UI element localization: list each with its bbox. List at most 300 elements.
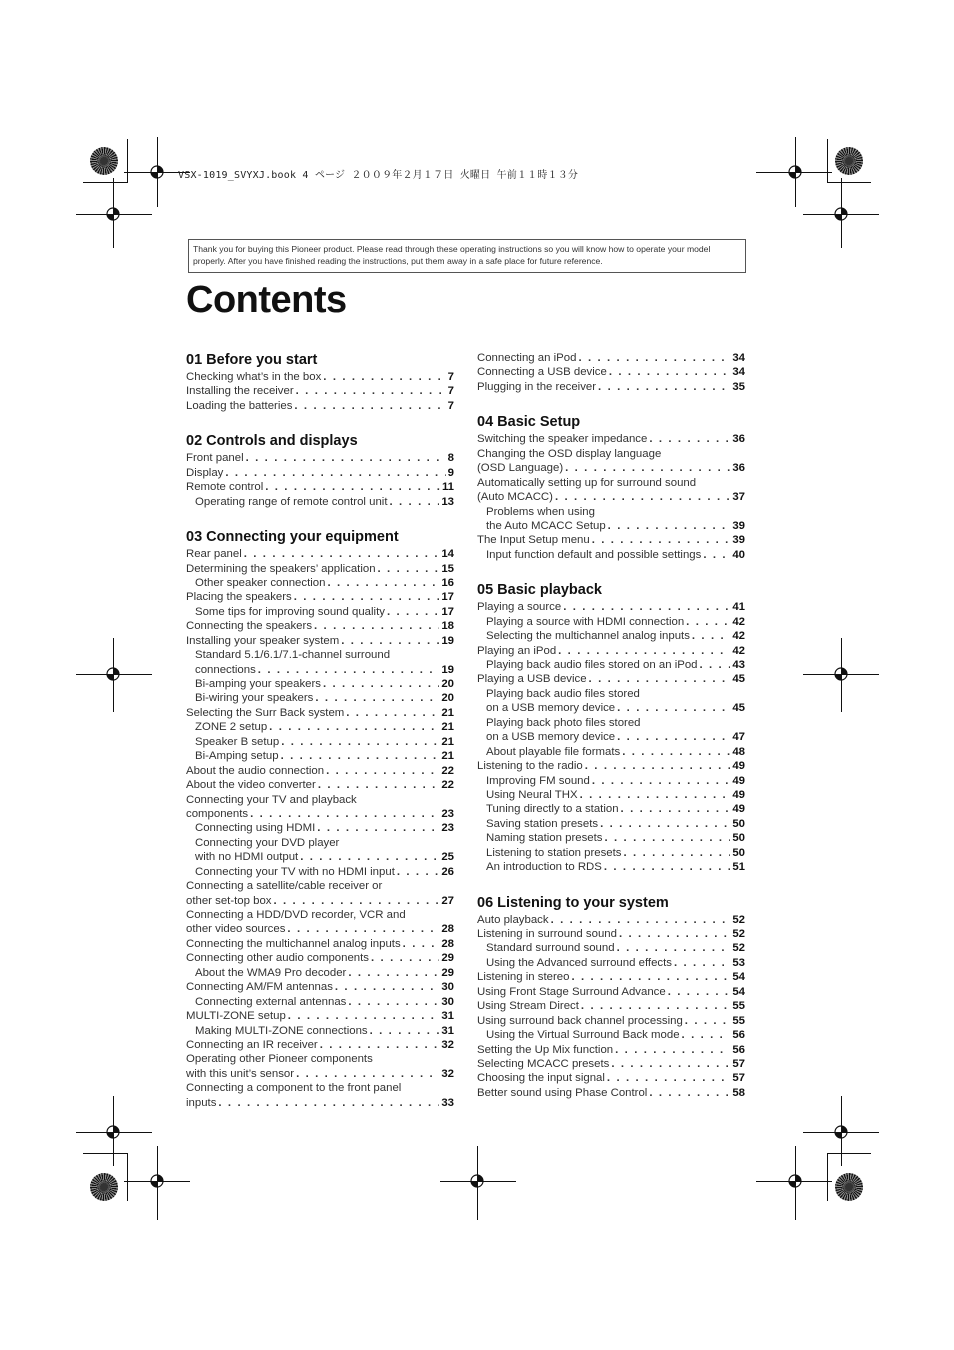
toc-entry[interactable]	[477, 432, 745, 446]
toc-entry-text: Plugging in the receiver	[477, 380, 597, 393]
toc-page-number: 32	[441, 1038, 454, 1051]
dot-leader	[273, 894, 439, 908]
toc-entry-text: Connecting other audio components	[186, 952, 370, 965]
toc-page-number: 7	[447, 385, 454, 398]
registration-crosshair-icon	[105, 1124, 121, 1140]
dot-leader	[692, 629, 730, 643]
toc-page-number: 14	[441, 548, 454, 561]
toc-entry[interactable]	[186, 1038, 454, 1052]
dot-leader	[387, 605, 439, 619]
dot-leader	[585, 759, 731, 773]
section-heading: 01 Before you start	[186, 352, 318, 368]
dot-leader	[703, 548, 730, 562]
print-header: VSX-1019_SVYXJ.book 4 ページ ２００９年２月１７日 火曜日 午前１１時１３分	[178, 170, 579, 181]
dot-leader	[617, 701, 730, 715]
toc-entry-text: Checking what’s in the box	[186, 371, 322, 383]
toc-page-number: 17	[441, 605, 454, 618]
toc-entry[interactable]	[477, 533, 745, 547]
toc-page-number: 49	[732, 760, 745, 773]
dot-leader	[592, 774, 731, 788]
toc-entry[interactable]	[186, 1024, 454, 1038]
section-heading: 02 Controls and displays	[186, 433, 358, 450]
toc-entry[interactable]	[186, 370, 454, 384]
dot-leader	[287, 922, 439, 936]
toc-entry[interactable]	[477, 1057, 745, 1071]
toc-entry[interactable]	[186, 1052, 454, 1081]
dot-leader	[371, 951, 439, 965]
toc-entry[interactable]	[477, 687, 745, 716]
toc-page-number: 36	[732, 462, 745, 475]
toc-entry[interactable]	[186, 1009, 454, 1023]
toc-entry-text: Using Front Stage Surround Advance	[477, 985, 666, 998]
toc-entry-text: Auto playback	[477, 913, 549, 926]
toc-page-number: 28	[441, 923, 454, 936]
dot-leader	[592, 533, 731, 547]
toc-entry[interactable]	[186, 590, 454, 604]
toc-entry-text: Connecting the multichannel analog inputs	[186, 937, 401, 950]
toc-entry[interactable]	[477, 759, 745, 773]
toc-entry[interactable]	[477, 1071, 745, 1085]
toc-page-number: 19	[441, 634, 454, 647]
dot-leader	[258, 663, 440, 677]
dot-leader	[571, 970, 730, 984]
dot-leader	[686, 615, 730, 629]
toc-page-number: 16	[441, 576, 454, 589]
toc-entry-text: Display	[186, 466, 224, 479]
toc-entry-text: Front panel	[186, 452, 244, 465]
toc-entry[interactable]	[186, 706, 454, 720]
toc-entry[interactable]	[186, 451, 454, 465]
toc-entry[interactable]	[186, 648, 454, 677]
toc-entry[interactable]	[186, 466, 454, 480]
toc-entry[interactable]	[477, 941, 745, 955]
toc-entry[interactable]	[477, 644, 745, 658]
toc-entry-text: Listening to station presets	[486, 846, 622, 859]
toc-entry-text: ZONE 2 setup	[195, 721, 268, 734]
toc-page-number: 41	[732, 601, 745, 614]
toc-entry-text: About playable file formats	[486, 745, 621, 758]
toc-entry[interactable]	[477, 380, 745, 394]
toc-page-number: 53	[732, 956, 745, 969]
toc-page-number: 55	[732, 1000, 745, 1013]
toc-entry-text: The Input Setup menu	[477, 534, 590, 547]
toc-entry[interactable]	[186, 764, 454, 778]
toc-entry[interactable]	[186, 937, 454, 951]
toc-entry-text: Playing back audio files stored	[486, 687, 640, 700]
toc-page-number: 56	[732, 1043, 745, 1056]
toc-entry[interactable]	[186, 619, 454, 633]
toc-entry[interactable]	[477, 831, 745, 845]
toc-page-number: 47	[732, 731, 745, 744]
toc-entry[interactable]	[186, 836, 454, 865]
registration-star-icon	[835, 1173, 863, 1201]
toc-entry-text: Better sound using Phase Control	[477, 1086, 648, 1099]
toc-entry[interactable]	[477, 1086, 745, 1100]
dot-leader	[370, 1024, 440, 1038]
registration-star-icon	[835, 147, 863, 175]
toc-entry[interactable]	[186, 691, 454, 705]
toc-entry[interactable]	[477, 788, 745, 802]
toc-entry-text: Bi-Amping setup	[195, 750, 279, 763]
toc-entry-text: Changing the OSD display language	[477, 447, 662, 460]
dot-leader	[403, 937, 440, 951]
dot-leader	[700, 658, 731, 672]
toc-page-number: 11	[441, 481, 454, 494]
toc-entry[interactable]	[186, 908, 454, 937]
toc-entry-text: Connecting an IR receiver	[186, 1038, 318, 1051]
toc-entry[interactable]	[186, 749, 454, 763]
toc-entry-text: Using the Advanced surround effects	[486, 956, 672, 969]
dot-leader	[578, 351, 730, 365]
dot-leader	[685, 1014, 731, 1028]
dot-leader	[346, 706, 439, 720]
toc-entry-text: Connecting your TV and playback	[186, 793, 357, 806]
section-heading: 06 Listening to your system	[477, 894, 669, 911]
toc-entry-text: with no HDMI output	[195, 851, 299, 864]
dot-leader	[341, 634, 439, 648]
toc-entry[interactable]	[477, 716, 745, 745]
dot-leader	[348, 966, 439, 980]
toc-entry-text: Some tips for improving sound quality	[195, 605, 385, 618]
toc-page-number: 40	[732, 548, 745, 561]
toc-page-number: 52	[732, 913, 745, 926]
toc-entry[interactable]	[186, 966, 454, 980]
registration-star-icon	[90, 1173, 118, 1201]
toc-entry[interactable]	[186, 634, 454, 648]
toc-entry[interactable]	[186, 778, 454, 792]
dot-leader	[294, 399, 445, 413]
toc-entry[interactable]	[186, 951, 454, 965]
toc-page-number: 19	[441, 663, 454, 676]
dot-leader	[619, 927, 730, 941]
toc-page-number: 54	[732, 971, 745, 984]
toc-page-number: 33	[441, 1096, 454, 1109]
dot-leader	[605, 831, 731, 845]
dot-leader	[389, 495, 439, 509]
toc-entry-text: Connecting an iPod	[477, 352, 577, 364]
toc-page-number: 31	[441, 1010, 454, 1023]
dot-leader	[300, 850, 439, 864]
toc-entry-text: components	[186, 807, 249, 820]
toc-page-number: 23	[441, 807, 454, 820]
toc-entry[interactable]	[477, 970, 745, 984]
toc-entry[interactable]	[477, 351, 745, 365]
dot-leader	[318, 778, 440, 792]
toc-entry-text: Other speaker connection	[195, 576, 326, 589]
toc-page-number: 54	[732, 985, 745, 998]
toc-entry-text: Playing back audio files stored on an iPod	[486, 659, 698, 671]
toc-entry-text: on a USB memory device	[486, 731, 616, 744]
toc-page-number: 39	[732, 519, 745, 532]
toc-page-number: 17	[441, 591, 454, 604]
dot-leader	[608, 519, 731, 533]
toc-entry[interactable]	[477, 505, 745, 534]
toc-entry-text: Tuning directly to a station	[486, 803, 619, 816]
toc-entry-text: Naming station presets	[486, 832, 603, 845]
toc-entry[interactable]	[477, 447, 745, 476]
toc-page-number: 57	[732, 1072, 745, 1085]
toc-entry[interactable]	[186, 821, 454, 835]
dot-leader	[668, 985, 731, 999]
toc-entry-text: Connecting your DVD player	[195, 836, 340, 849]
toc-entry-text: connections	[195, 663, 256, 676]
toc-entry-text: Selecting the multichannel analog inputs	[486, 630, 690, 643]
toc-entry-text: Connecting a USB device	[477, 366, 607, 379]
dot-leader	[348, 995, 439, 1009]
toc-entry[interactable]	[186, 384, 454, 398]
toc-entry[interactable]	[477, 802, 745, 816]
dot-leader	[327, 576, 439, 590]
dot-leader	[281, 735, 439, 749]
toc-entry-text: (Auto MCACC)	[477, 491, 553, 504]
toc-entry[interactable]	[186, 879, 454, 908]
toc-entry[interactable]	[477, 548, 745, 562]
toc-entry[interactable]	[477, 927, 745, 941]
toc-entry-text: Playing back photo files stored	[486, 716, 641, 729]
toc-page-number: 55	[732, 1014, 745, 1027]
toc-page-number: 50	[732, 846, 745, 859]
toc-entry-text: Listening in stereo	[477, 971, 570, 984]
toc-page-number: 21	[441, 721, 454, 734]
toc-entry-text: Playing a source with HDMI connection	[486, 615, 685, 628]
dot-leader	[607, 1071, 730, 1085]
toc-entry-text: with this unit’s sensor	[186, 1067, 295, 1080]
dot-leader	[674, 956, 730, 970]
toc-page-number: 37	[732, 491, 745, 504]
dot-leader	[617, 730, 730, 744]
toc-entry[interactable]	[186, 547, 454, 561]
toc-entry-text: Connecting using HDMI	[195, 822, 316, 835]
toc-page-number: 29	[441, 966, 454, 979]
toc-page-number: 45	[732, 702, 745, 715]
toc-page-number: 21	[441, 706, 454, 719]
toc-entry[interactable]	[186, 1081, 454, 1110]
section-heading: 05 Basic playback	[477, 582, 602, 599]
toc-entry[interactable]	[186, 576, 454, 590]
toc-entry[interactable]	[186, 865, 454, 879]
toc-page-number: 49	[732, 803, 745, 816]
toc-page-number: 15	[441, 562, 454, 575]
toc-entry-text: Selecting MCACC presets	[477, 1057, 610, 1070]
toc-page-number: 48	[732, 745, 745, 758]
toc-entry[interactable]	[477, 846, 745, 860]
toc-page-number: 42	[732, 630, 745, 643]
toc-entry-text: Playing a USB device	[477, 673, 587, 686]
dot-leader	[580, 788, 731, 802]
toc-page-number: 49	[732, 788, 745, 801]
toc-page-number: 58	[732, 1086, 745, 1099]
section-heading: 03 Connecting your equipment	[186, 529, 399, 546]
toc-page-number: 56	[732, 1029, 745, 1042]
toc-page-number: 34	[732, 366, 745, 379]
registration-crosshair-icon	[787, 164, 803, 180]
toc-page-number: 26	[441, 865, 454, 878]
registration-crosshair-icon	[149, 1173, 165, 1189]
registration-crosshair-icon	[787, 1173, 803, 1189]
toc-entry-text: Using Neural THX	[486, 788, 578, 801]
toc-page-number: 34	[732, 352, 745, 364]
toc-entry[interactable]	[477, 1028, 745, 1042]
toc-page-number: 22	[441, 779, 454, 792]
dot-leader	[622, 745, 730, 759]
toc-entry-text: Determining the speakers’ application	[186, 562, 376, 575]
toc-entry-text: on a USB memory device	[486, 702, 616, 715]
toc-entry-text: other set-top box	[186, 894, 272, 907]
dot-leader	[320, 1038, 440, 1052]
toc-entry[interactable]	[477, 600, 745, 614]
toc-page-number: 20	[441, 678, 454, 690]
toc-entry-text: Using Stream Direct	[477, 1000, 579, 1013]
toc-entry[interactable]	[477, 860, 745, 874]
toc-entry-text: Playing a source	[477, 601, 562, 614]
toc-column-left	[186, 350, 454, 1110]
dot-leader	[225, 466, 445, 480]
toc-entry[interactable]	[186, 605, 454, 619]
toc-entry-text: Bi-amping your speakers	[195, 678, 321, 690]
toc-entry[interactable]	[477, 1014, 745, 1028]
toc-entry-text: About the video converter	[186, 779, 316, 792]
dot-leader	[314, 619, 439, 633]
toc-entry[interactable]	[477, 913, 745, 927]
toc-entry[interactable]	[186, 793, 454, 822]
dot-leader	[565, 461, 730, 475]
toc-page-number: 50	[732, 832, 745, 845]
registration-crosshair-icon	[105, 666, 121, 682]
toc-entry-text: Connecting a component to the front panel	[186, 1082, 402, 1095]
toc-entry-text: (OSD Language)	[477, 462, 564, 475]
toc-entry[interactable]	[477, 629, 745, 643]
toc-page-number: 7	[447, 399, 454, 412]
toc-entry[interactable]	[186, 480, 454, 494]
dot-leader	[281, 749, 440, 763]
dot-leader	[617, 941, 731, 955]
toc-entry-text: Placing the speakers	[186, 591, 292, 604]
toc-entry[interactable]	[477, 774, 745, 788]
toc-entry[interactable]	[186, 677, 454, 691]
toc-entry[interactable]	[186, 720, 454, 734]
toc-entry-text: Standard surround sound	[486, 942, 615, 955]
toc-entry-text: inputs	[186, 1096, 217, 1109]
toc-entry-text: An introduction to RDS	[486, 861, 602, 874]
dot-leader	[326, 764, 439, 778]
toc-page-number: 49	[732, 774, 745, 787]
registration-crosshair-icon	[469, 1173, 485, 1189]
toc-entry[interactable]	[477, 365, 745, 379]
registration-crosshair-icon	[833, 206, 849, 222]
toc-entry-text: Selecting the Surr Back system	[186, 706, 345, 719]
toc-page-number: 45	[732, 673, 745, 686]
toc-entry-text: Connecting a HDD/DVD recorder, VCR and	[186, 909, 406, 921]
toc-page-number: 50	[732, 817, 745, 830]
intro-notice: Thank you for buying this Pioneer product. Please read through these operating instructions so you will know how to operate your model properly. After you have finished reading the instructions, put them away in a safe place for future reference.	[188, 239, 746, 273]
registration-crosshair-icon	[149, 164, 165, 180]
toc-entry[interactable]	[186, 562, 454, 576]
toc-entry[interactable]	[477, 817, 745, 831]
toc-entry-text: Setting the Up Mix function	[477, 1043, 614, 1056]
toc-page-number: 36	[732, 433, 745, 446]
toc-page-number: 52	[732, 928, 745, 940]
toc-entry-text: Standard 5.1/6.1/7.1-channel surround	[195, 649, 391, 662]
dot-leader	[581, 999, 730, 1013]
toc-page-number: 25	[441, 851, 454, 864]
dot-leader	[649, 432, 730, 446]
dot-leader	[317, 821, 439, 835]
toc-entry-text: Installing your speaker system	[186, 634, 340, 647]
dot-leader	[609, 365, 731, 379]
toc-page-number: 27	[441, 894, 454, 907]
toc-page-number: 21	[441, 735, 454, 748]
toc-entry-text: Problems when using	[486, 505, 595, 518]
dot-leader	[589, 672, 731, 686]
section-heading: 04 Basic Setup	[477, 414, 581, 431]
dot-leader	[246, 451, 446, 465]
dot-leader	[378, 562, 440, 576]
dot-leader	[294, 590, 440, 604]
toc-page-number: 29	[441, 952, 454, 965]
dot-leader	[624, 846, 731, 860]
dot-leader	[244, 547, 440, 561]
toc-page-number: 28	[441, 937, 454, 950]
toc-entry[interactable]	[477, 956, 745, 970]
toc-page-number: 7	[447, 371, 454, 383]
toc-page-number: 13	[441, 495, 454, 508]
toc-entry[interactable]	[477, 476, 745, 505]
toc-entry[interactable]	[186, 735, 454, 749]
toc-page-number: 39	[732, 534, 745, 547]
toc-entry-text: Improving FM sound	[486, 774, 590, 787]
toc-entry-text: other video sources	[186, 923, 286, 936]
toc-page-number: 42	[732, 644, 745, 657]
dot-leader	[397, 865, 439, 879]
toc-entry[interactable]	[186, 399, 454, 413]
dot-leader	[649, 1086, 730, 1100]
toc-entry-text: Connecting your TV with no HDMI input	[195, 865, 395, 878]
dot-leader	[563, 600, 730, 614]
toc-entry[interactable]	[186, 995, 454, 1009]
toc-entry[interactable]	[477, 999, 745, 1013]
toc-page-number: 23	[441, 822, 454, 835]
toc-entry[interactable]	[477, 672, 745, 686]
dot-leader	[315, 691, 439, 705]
toc-entry[interactable]	[477, 745, 745, 759]
toc-entry-text: Listening to the radio	[477, 760, 583, 773]
dot-leader	[558, 644, 730, 658]
toc-entry[interactable]	[477, 615, 745, 629]
toc-entry[interactable]	[186, 980, 454, 994]
toc-page-number: 21	[441, 750, 454, 763]
toc-entry[interactable]	[477, 985, 745, 999]
toc-entry-text: Using surround back channel processing	[477, 1014, 683, 1027]
toc-entry[interactable]	[477, 658, 745, 672]
toc-page-number: 32	[441, 1067, 454, 1080]
toc-entry-text: Making MULTI-ZONE connections	[195, 1024, 368, 1037]
toc-page-number: 35	[732, 380, 745, 393]
dot-leader	[269, 720, 439, 734]
toc-entry[interactable]	[477, 1043, 745, 1057]
toc-entry-text: Connecting a satellite/cable receiver or	[186, 880, 383, 893]
toc-entry-text: MULTI-ZONE setup	[186, 1010, 286, 1023]
toc-entry-text: Installing the receiver	[186, 385, 294, 398]
dot-leader	[611, 1057, 730, 1071]
toc-entry-text: Connecting the speakers	[186, 620, 313, 633]
toc-page-number: 9	[447, 466, 454, 479]
dot-leader	[288, 1009, 440, 1023]
toc-entry-text: Loading the batteries	[186, 399, 293, 412]
toc-entry-text: Connecting external antennas	[195, 995, 347, 1008]
toc-entry-text: Speaker B setup	[195, 735, 280, 748]
toc-page-number: 30	[441, 995, 454, 1008]
toc-entry[interactable]	[186, 495, 454, 509]
